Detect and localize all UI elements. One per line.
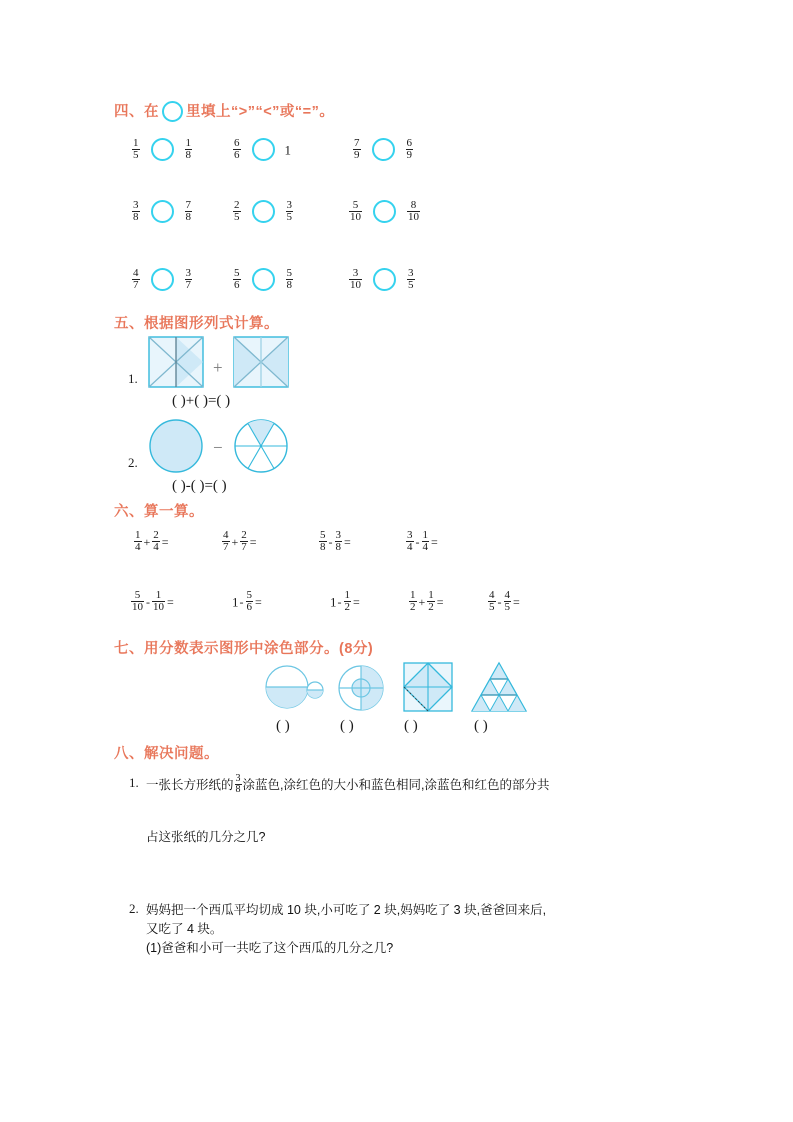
compare-row-1-item-3 bbox=[352, 139, 414, 162]
problem-1-line-2: 占这张纸的几分之几? bbox=[146, 830, 266, 844]
fraction: $\frac{3}{7}$ bbox=[185, 267, 191, 292]
compare-row-2-item-1 bbox=[131, 201, 193, 224]
fraction: $\frac{1}{10}$ bbox=[153, 589, 164, 614]
fraction: $\frac{1}{8}$ bbox=[185, 137, 191, 162]
problem-1-text-pre: 一张长方形纸的 bbox=[146, 777, 234, 792]
shape-answer-blank-2[interactable]: ( ) bbox=[340, 718, 354, 734]
fraction: $\frac{2}{5}$ bbox=[234, 199, 240, 224]
fraction: $\frac{3}{10}$ bbox=[350, 267, 361, 292]
calc-row-1-item-3 bbox=[318, 531, 352, 554]
compare-row-1-item-2 bbox=[232, 139, 291, 162]
fraction: $\frac{3}{5}$ bbox=[286, 199, 292, 224]
fraction: $\frac{3}{8}$ bbox=[335, 529, 341, 554]
equals-sign: = bbox=[249, 535, 257, 550]
fraction: $\frac{3}{5}$ bbox=[408, 267, 414, 292]
calc-row-1-item-4 bbox=[405, 531, 439, 554]
problem-2-line-2: 又吃了 4 块。 bbox=[146, 922, 223, 936]
answer-circle[interactable] bbox=[252, 138, 275, 161]
operator: + bbox=[231, 535, 239, 550]
fraction: $\frac{1}{4}$ bbox=[422, 529, 428, 554]
answer-blank-line-1[interactable]: ( )+( )=( ) bbox=[172, 393, 231, 409]
section-four-title-pre: 四、在 bbox=[114, 104, 159, 120]
compare-row-2-item-3 bbox=[348, 201, 421, 224]
operator: - bbox=[328, 535, 333, 550]
item-number-1: 1. bbox=[128, 371, 138, 386]
operator: + bbox=[143, 535, 151, 550]
figure-circle-sixths bbox=[233, 418, 289, 474]
answer-circle[interactable] bbox=[151, 268, 174, 291]
fraction: $\frac{8}{10}$ bbox=[408, 199, 419, 224]
shape-answer-blank-4[interactable]: ( ) bbox=[474, 718, 488, 734]
answer-circle[interactable] bbox=[373, 268, 396, 291]
equals-sign: = bbox=[353, 595, 360, 610]
fraction: $\frac{1}{2}$ bbox=[410, 589, 416, 614]
fraction: $\frac{7}{9}$ bbox=[354, 137, 360, 162]
fraction: $\frac{5}{8}$ bbox=[286, 267, 292, 292]
calc-row-1-item-1 bbox=[133, 531, 170, 554]
problem-1-line-1 bbox=[146, 775, 549, 796]
section-six-title: 六、算一算。 bbox=[114, 504, 204, 520]
problem-2-line-3: (1)爸爸和小可一共吃了这个西瓜的几分之几? bbox=[146, 941, 394, 955]
operator: + bbox=[418, 595, 426, 610]
calc-row-2-item-4 bbox=[408, 591, 445, 614]
operator: - bbox=[239, 595, 244, 610]
figure-annulus-quarters bbox=[337, 664, 385, 712]
item-number-2: 2. bbox=[128, 455, 138, 470]
fraction: $\frac{3}{8}$ bbox=[235, 773, 241, 796]
equals-sign: = bbox=[436, 595, 444, 610]
problem-2-number: 2. bbox=[129, 901, 139, 916]
figure-triangle-subdivided bbox=[470, 661, 528, 713]
section-five-title: 五、根据图形列式计算。 bbox=[114, 316, 279, 332]
equals-sign: = bbox=[255, 595, 262, 610]
fraction: $\frac{2}{4}$ bbox=[153, 529, 159, 554]
answer-circle[interactable] bbox=[151, 200, 174, 223]
fraction: $\frac{4}{7}$ bbox=[223, 529, 229, 554]
fraction: $\frac{6}{6}$ bbox=[234, 137, 240, 162]
operator: - bbox=[146, 595, 150, 610]
fraction: $\frac{5}{10}$ bbox=[132, 589, 143, 614]
fraction: $\frac{4}{5}$ bbox=[489, 589, 495, 614]
figure-circle-full bbox=[148, 418, 204, 474]
fraction: $\frac{1}{5}$ bbox=[133, 137, 139, 162]
equals-sign: = bbox=[161, 535, 169, 550]
answer-circle[interactable] bbox=[372, 138, 395, 161]
section-four-title-post: 里填上“>”“<”或“=”。 bbox=[186, 104, 335, 120]
whole-number: 1 bbox=[330, 594, 337, 610]
answer-circle[interactable] bbox=[373, 200, 396, 223]
answer-circle[interactable] bbox=[151, 138, 174, 161]
equals-sign: = bbox=[513, 595, 520, 610]
compare-row-3-item-2 bbox=[232, 269, 294, 292]
calc-row-2-item-3 bbox=[330, 591, 361, 614]
fraction: $\frac{4}{7}$ bbox=[133, 267, 139, 292]
fraction: $\frac{5}{6}$ bbox=[234, 267, 240, 292]
problem-1-number: 1. bbox=[129, 775, 139, 790]
whole-number: 1 bbox=[284, 142, 291, 158]
fraction: $\frac{1}{2}$ bbox=[428, 589, 434, 614]
problem-2-line-1: 妈妈把一个西瓜平均切成 10 块,小可吃了 2 块,妈妈吃了 3 块,爸爸回来后, bbox=[146, 903, 547, 917]
fraction: $\frac{2}{7}$ bbox=[241, 529, 247, 554]
fraction: $\frac{1}{2}$ bbox=[344, 589, 350, 614]
figure-square-2 bbox=[233, 336, 289, 388]
answer-blank-line-2[interactable]: ( )-( )=( ) bbox=[172, 478, 227, 494]
compare-row-2-item-2 bbox=[232, 201, 294, 224]
answer-circle[interactable] bbox=[252, 268, 275, 291]
problem-1-text-post: 涂蓝色,涂红色的大小和蓝色相同,涂蓝色和红色的部分共 bbox=[242, 777, 550, 792]
calc-row-2-item-5 bbox=[487, 591, 521, 614]
fraction: $\frac{6}{9}$ bbox=[406, 137, 412, 162]
equals-sign: = bbox=[167, 595, 174, 610]
calc-row-1-item-2 bbox=[221, 531, 258, 554]
compare-row-1-item-1 bbox=[131, 139, 193, 162]
fraction: $\frac{4}{5}$ bbox=[504, 589, 510, 614]
section-eight-title: 八、解决问题。 bbox=[114, 746, 219, 762]
section-four-title bbox=[114, 100, 334, 123]
fraction: $\frac{3}{4}$ bbox=[407, 529, 413, 554]
fraction: $\frac{3}{8}$ bbox=[133, 199, 139, 224]
calc-row-2-item-1 bbox=[130, 591, 175, 614]
compare-row-3-item-1 bbox=[131, 269, 193, 292]
operator: - bbox=[497, 595, 502, 610]
figure-square-with-diamond bbox=[402, 661, 454, 713]
fraction: $\frac{5}{8}$ bbox=[320, 529, 326, 554]
operator-minus: − bbox=[213, 438, 223, 457]
compare-circle-icon bbox=[162, 101, 183, 122]
whole-number: 1 bbox=[232, 594, 239, 610]
fraction: $\frac{5}{10}$ bbox=[350, 199, 361, 224]
operator: - bbox=[337, 595, 342, 610]
fraction: $\frac{5}{6}$ bbox=[246, 589, 252, 614]
section-seven-title: 七、用分数表示图形中涂色部分。(8分) bbox=[114, 641, 374, 657]
compare-row-3-item-3 bbox=[348, 269, 416, 292]
fraction: $\frac{1}{4}$ bbox=[135, 529, 141, 554]
shape-answer-blank-1[interactable]: ( ) bbox=[276, 718, 290, 734]
shape-answer-blank-3[interactable]: ( ) bbox=[404, 718, 418, 734]
fraction: $\frac{7}{8}$ bbox=[185, 199, 191, 224]
operator-plus: + bbox=[213, 358, 223, 377]
answer-circle[interactable] bbox=[252, 200, 275, 223]
equals-sign: = bbox=[344, 535, 351, 550]
operator: - bbox=[415, 535, 420, 550]
figure-circle-with-small-circle bbox=[264, 664, 326, 710]
figure-square-1 bbox=[148, 336, 204, 388]
calc-row-2-item-2 bbox=[232, 591, 263, 614]
equals-sign: = bbox=[431, 535, 438, 550]
